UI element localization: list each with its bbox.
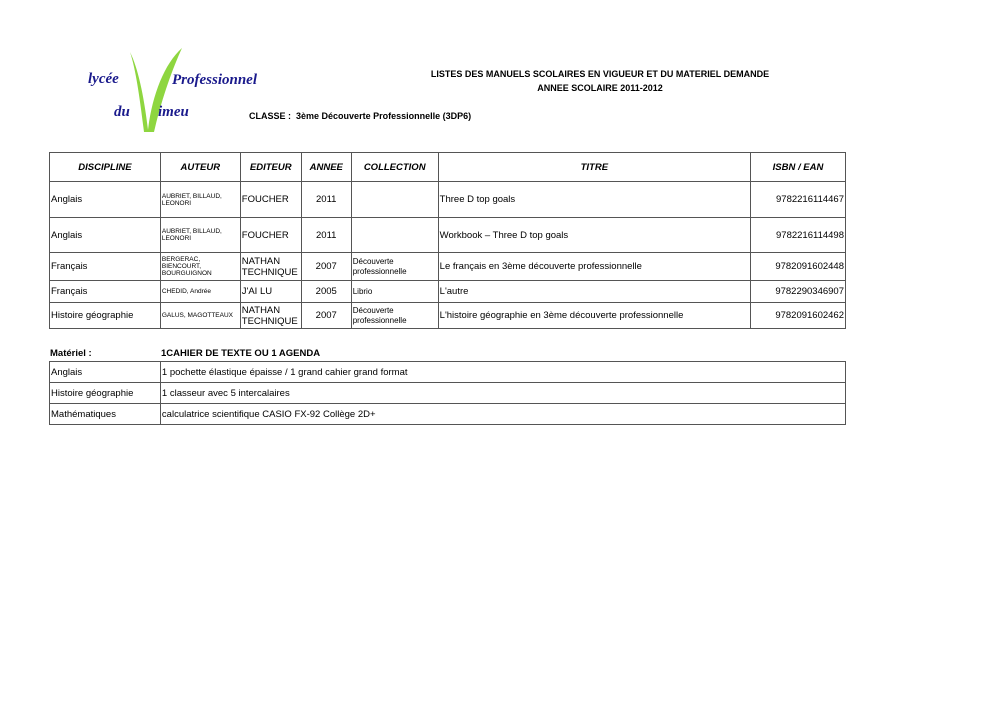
cell-isbn: 9782216114467	[751, 182, 846, 218]
cell-auteur	[160, 303, 240, 329]
materiel-row	[50, 404, 846, 425]
cell-isbn: 9782290346907	[751, 281, 846, 303]
textbook-table	[49, 152, 846, 329]
cell-auteur	[160, 218, 240, 253]
cell-editeur	[240, 218, 301, 253]
materiel-row	[50, 383, 846, 404]
auteur-line: CHEDID, Andrée	[161, 288, 211, 295]
class-label	[249, 111, 471, 121]
logo-text-du: du	[114, 104, 130, 120]
cell-annee: 2007	[301, 303, 351, 329]
cell-collection	[351, 218, 438, 253]
cell-collection	[351, 253, 438, 281]
materiel-item: 1 classeur avec 5 intercalaires	[160, 383, 845, 404]
collection-line: professionnelle	[352, 315, 407, 325]
editeur-line: TECHNIQUE	[241, 266, 298, 278]
auteur-line: LEONORI	[161, 235, 192, 242]
logo-text-lycee: lycée	[88, 71, 119, 87]
materiel-title: 1CAHIER DE TEXTE OU 1 AGENDA	[161, 348, 321, 359]
cell-isbn: 9782091602462	[751, 303, 846, 329]
cell-titre: L'autre	[438, 281, 750, 303]
editeur-line: NATHAN	[241, 304, 281, 316]
table-row	[50, 218, 846, 253]
cell-editeur	[240, 182, 301, 218]
document-title	[370, 67, 830, 95]
materiel-item: calculatrice scientifique CASIO FX-92 Collège 2D+	[160, 404, 845, 425]
title-line-1: LISTES DES MANUELS SCOLAIRES EN VIGUEUR ET DU MATERIEL DEMANDE	[430, 69, 770, 79]
auteur-line: AUBRIET, BILLAUD,	[161, 228, 222, 235]
cell-editeur	[240, 253, 301, 281]
cell-isbn: 9782216114498	[751, 218, 846, 253]
editeur-line: J'AI LU	[241, 286, 273, 297]
cell-collection	[351, 303, 438, 329]
col-header-editeur: EDITEUR	[240, 153, 301, 182]
cell-discipline: Français	[50, 281, 161, 303]
table-row	[50, 281, 846, 303]
class-label-value: 3ème Découverte Professionnelle (3DP6)	[296, 111, 472, 121]
cell-auteur	[160, 253, 240, 281]
title-line-2: ANNEE SCOLAIRE 2011-2012	[537, 83, 663, 93]
cell-annee: 2011	[301, 182, 351, 218]
cell-titre: L'histoire géographie en 3ème découverte professionnelle	[438, 303, 750, 329]
cell-titre: Le français en 3ème découverte professionnelle	[438, 253, 750, 281]
cell-discipline: Français	[50, 253, 161, 281]
materiel-table	[49, 361, 846, 425]
cell-annee: 2005	[301, 281, 351, 303]
auteur-line: BERGERAC,	[161, 256, 201, 263]
table-row	[50, 182, 846, 218]
table-row	[50, 253, 846, 281]
col-header-isbn: ISBN / EAN	[751, 153, 846, 182]
col-header-annee: ANNEE	[301, 153, 351, 182]
auteur-line: LEONORI	[161, 199, 192, 207]
cell-titre: Three D top goals	[438, 182, 750, 218]
logo-text-professionnel: Professionnel	[172, 72, 258, 88]
collection-line: Librio	[352, 286, 373, 296]
cell-discipline: Anglais	[50, 182, 161, 218]
col-header-titre: TITRE	[438, 153, 750, 182]
editeur-line: TECHNIQUE	[241, 315, 298, 327]
collection-line: professionnelle	[352, 266, 407, 276]
school-logo	[82, 48, 282, 134]
cell-editeur	[240, 303, 301, 329]
editeur-line: NATHAN	[241, 255, 281, 267]
materiel-item: 1 pochette élastique épaisse / 1 grand cahier grand format	[160, 362, 845, 383]
editeur-line: FOUCHER	[241, 194, 289, 205]
materiel-discipline: Histoire géographie	[50, 383, 161, 404]
cell-collection	[351, 182, 438, 218]
cell-annee: 2007	[301, 253, 351, 281]
cell-discipline: Anglais	[50, 218, 161, 253]
table-header-row	[50, 153, 846, 182]
col-header-collection: COLLECTION	[351, 153, 438, 182]
auteur-line: AUBRIET, BILLAUD,	[161, 192, 222, 200]
collection-line: Découverte	[352, 305, 394, 315]
cell-collection	[351, 281, 438, 303]
auteur-line: BOURGUIGNON	[161, 270, 212, 277]
materiel-row	[50, 362, 846, 383]
logo-text-imeu: imeu	[158, 104, 189, 120]
collection-line: Découverte	[352, 256, 394, 266]
class-label-prefix: CLASSE :	[249, 111, 292, 121]
cell-annee: 2011	[301, 218, 351, 253]
cell-titre: Workbook – Three D top goals	[438, 218, 750, 253]
cell-editeur	[240, 281, 301, 303]
materiel-discipline: Mathématiques	[50, 404, 161, 425]
auteur-line: BIENCOURT,	[161, 263, 202, 270]
editeur-line: FOUCHER	[241, 229, 289, 241]
col-header-discipline: DISCIPLINE	[50, 153, 161, 182]
materiel-discipline: Anglais	[50, 362, 161, 383]
cell-auteur	[160, 281, 240, 303]
materiel-label: Matériel :	[50, 348, 92, 359]
auteur-line: GALUS, MAGOTTEAUX	[161, 312, 234, 319]
cell-isbn: 9782091602448	[751, 253, 846, 281]
cell-auteur	[160, 182, 240, 218]
col-header-auteur: AUTEUR	[160, 153, 240, 182]
cell-discipline: Histoire géographie	[50, 303, 161, 329]
table-row	[50, 303, 846, 329]
